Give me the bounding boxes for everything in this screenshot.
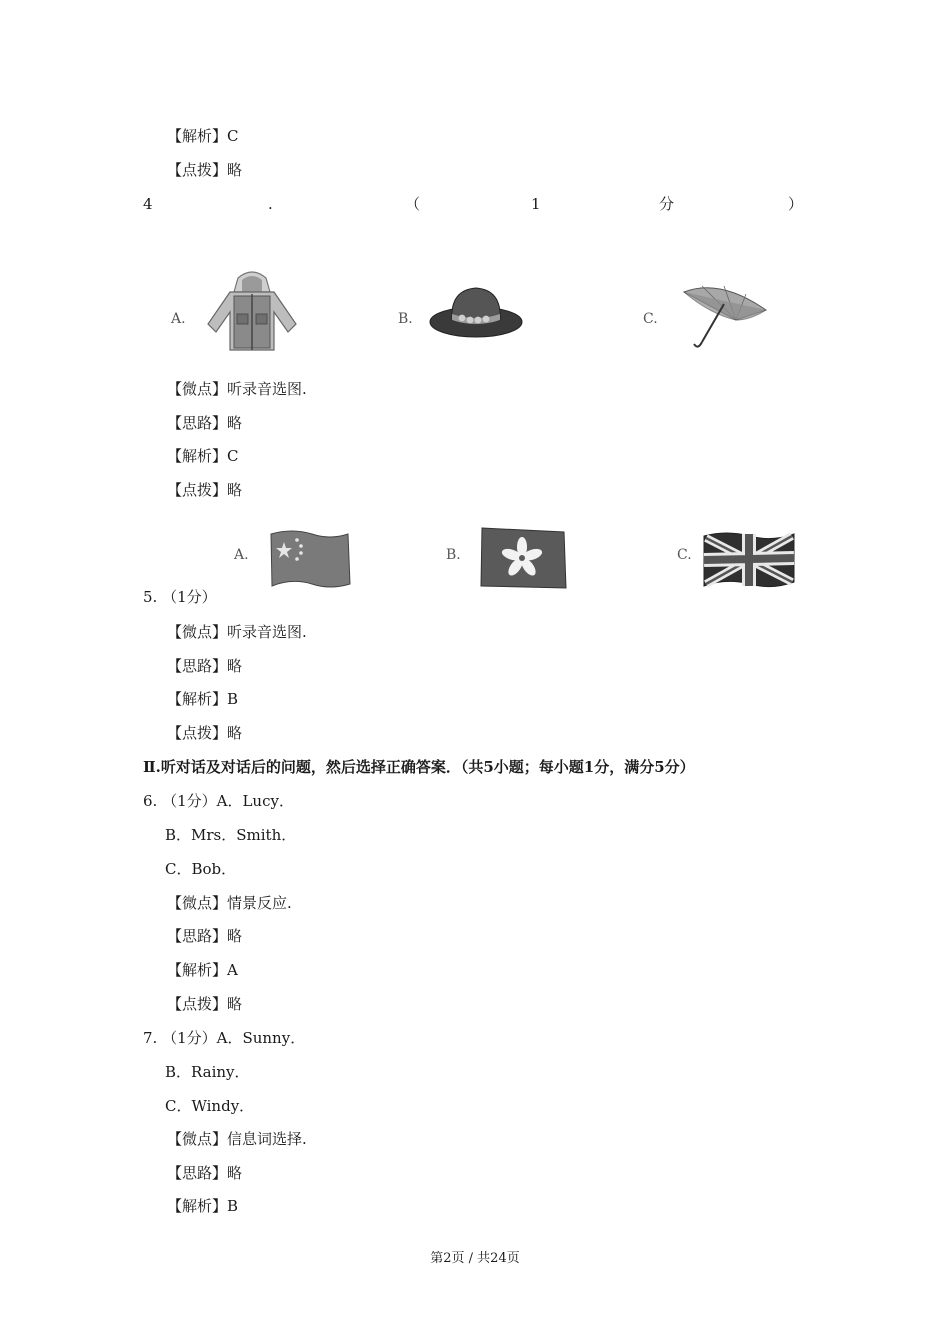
q4-idea: 【思路】略 (167, 414, 243, 432)
q4-stem (143, 194, 803, 214)
q4-number: 4 (143, 195, 153, 213)
q6-point: 【微点】情景反应. (167, 894, 292, 912)
q7-analysis: 【解析】B (167, 1197, 239, 1215)
q4-option-a-label: A. (171, 311, 186, 327)
jacket-icon (200, 266, 305, 354)
q5-option-c-label: C. (677, 547, 692, 563)
q6-option-b: B．Mrs．Smith． (165, 826, 297, 844)
q5-option-b-label: B. (446, 547, 461, 563)
q7-point: 【微点】信息词选择. (167, 1130, 307, 1148)
section-2-title: Ⅱ.听对话及对话后的问题，然后选择正确答案．（共5小题；每小题1分，满分5分） (143, 758, 695, 776)
q7-option-b: B．Rainy． (165, 1063, 250, 1081)
q4-unit: 分 (659, 195, 675, 213)
q5-stem: 5. （1分） (143, 588, 217, 606)
q6-analysis: 【解析】A (167, 961, 238, 979)
hat-icon (428, 282, 524, 340)
q7-stem: 7. （1分）A．Sunny． (143, 1029, 306, 1047)
q4-tip: 【点拨】略 (167, 481, 243, 499)
q4-right-paren: ） (788, 195, 804, 213)
union-jack-flag-icon (702, 530, 796, 590)
q5-point: 【微点】听录音选图. (167, 623, 307, 641)
q3-tip: 【点拨】略 (167, 161, 243, 179)
hong-kong-flag-icon (478, 526, 568, 590)
q5-option-a-label: A. (234, 547, 249, 563)
q4-left-paren: （ (405, 195, 421, 213)
q4-analysis: 【解析】C (167, 447, 239, 465)
q4-dot: . (268, 195, 273, 213)
q5-idea: 【思路】略 (167, 657, 243, 675)
q3-analysis: 【解析】C (167, 127, 239, 145)
q5-analysis: 【解析】B (167, 690, 239, 708)
q6-tip: 【点拨】略 (167, 995, 243, 1013)
q5-tip: 【点拨】略 (167, 724, 243, 742)
page-number-footer: 第2页 / 共24页 (430, 1251, 520, 1266)
umbrella-icon (680, 280, 770, 352)
q7-option-c: C．Windy． (165, 1097, 255, 1115)
china-flag-icon (268, 530, 352, 592)
q4-score: 1 (531, 195, 541, 213)
q6-option-c: C．Bob． (165, 860, 237, 878)
q6-stem: 6. （1分）A．Lucy． (143, 792, 294, 810)
q7-idea: 【思路】略 (167, 1164, 243, 1182)
q4-option-b-label: B. (398, 311, 413, 327)
q4-point: 【微点】听录音选图. (167, 380, 307, 398)
q6-idea: 【思路】略 (167, 927, 243, 945)
q4-option-c-label: C. (643, 311, 658, 327)
